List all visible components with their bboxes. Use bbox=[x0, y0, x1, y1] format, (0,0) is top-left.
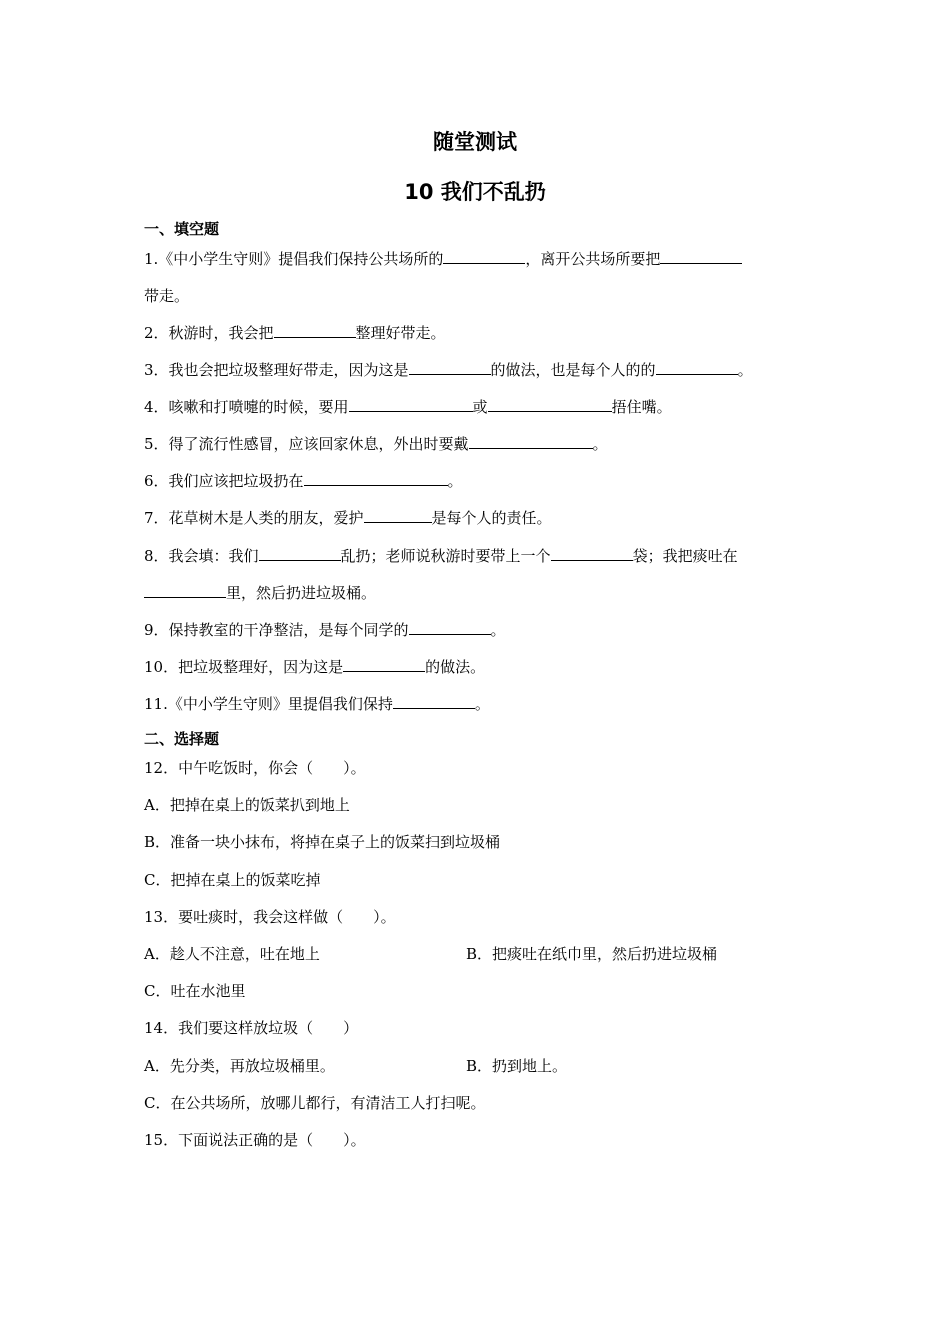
q2-text-a: 2．秋游时，我会把 bbox=[144, 324, 274, 342]
answer-blank[interactable] bbox=[409, 620, 491, 635]
answer-blank[interactable] bbox=[488, 397, 612, 412]
answer-blank[interactable] bbox=[259, 546, 341, 561]
answer-blank[interactable] bbox=[551, 546, 633, 561]
section-fill-blank: 一、填空题 bbox=[144, 220, 220, 238]
q8-text-c: 袋；我把痰吐在 bbox=[632, 547, 738, 565]
q13-option-a[interactable]: A．趁人不注意，吐在地上 bbox=[144, 945, 320, 963]
question-6 bbox=[144, 471, 463, 491]
q4-text-c: 捂住嘴。 bbox=[611, 398, 672, 416]
question-2 bbox=[144, 323, 446, 343]
answer-blank[interactable] bbox=[304, 471, 448, 486]
q10-text-a: 10．把垃圾整理好，因为这是 bbox=[144, 658, 344, 676]
question-1-cont: 带走。 bbox=[144, 287, 190, 305]
answer-blank[interactable] bbox=[274, 323, 356, 338]
q7-text-b: 是每个人的责任。 bbox=[431, 509, 552, 527]
q12-option-c[interactable]: C．把掉在桌上的饭菜吃掉 bbox=[144, 871, 321, 889]
q12-option-b[interactable]: B．准备一块小抹布，将掉在桌子上的饭菜扫到垃圾桶 bbox=[144, 833, 501, 851]
q10-text-b: 的做法。 bbox=[425, 658, 486, 676]
answer-blank[interactable] bbox=[343, 657, 425, 672]
q14-option-a[interactable]: A．先分类，再放垃圾桶里。 bbox=[144, 1057, 335, 1075]
q14-option-c[interactable]: C．在公共场所，放哪儿都行，有清洁工人打扫呢。 bbox=[144, 1094, 486, 1112]
q6-text-b: 。 bbox=[447, 472, 463, 490]
lesson-title: 10 我们不乱扔 bbox=[404, 180, 546, 204]
q8-text-d: 里，然后扔进垃圾桶。 bbox=[226, 584, 377, 602]
q3-text-b: 的做法，也是每个人的的 bbox=[490, 361, 656, 379]
q4-text-b: 或 bbox=[472, 398, 488, 416]
question-15: 15．下面说法正确的是（ ）。 bbox=[144, 1131, 366, 1149]
q3-text-a: 3．我也会把垃圾整理好带走，因为这是 bbox=[144, 361, 409, 379]
q1-text-b: ，离开公共场所要把 bbox=[525, 250, 661, 268]
q5-text-b: 。 bbox=[592, 435, 608, 453]
question-8-cont bbox=[144, 583, 376, 603]
q9-text-b: 。 bbox=[490, 621, 506, 639]
question-1 bbox=[144, 249, 742, 269]
question-11 bbox=[144, 694, 490, 714]
q3-text-c: 。 bbox=[737, 361, 753, 379]
answer-blank[interactable] bbox=[656, 360, 738, 375]
page-title: 随堂测试 bbox=[433, 130, 517, 154]
answer-blank[interactable] bbox=[409, 360, 491, 375]
q8-text-a: 8．我会填：我们 bbox=[144, 547, 259, 565]
q9-text-a: 9．保持教室的干净整洁，是每个同学的 bbox=[144, 621, 409, 639]
answer-blank[interactable] bbox=[469, 434, 593, 449]
q13-option-c[interactable]: C．吐在水池里 bbox=[144, 982, 246, 1000]
answer-blank[interactable] bbox=[349, 397, 473, 412]
question-13: 13．要吐痰时，我会这样做（ ）。 bbox=[144, 908, 396, 926]
q12-option-a[interactable]: A．把掉在桌上的饭菜扒到地上 bbox=[144, 796, 350, 814]
question-8 bbox=[144, 546, 738, 566]
q8-text-b: 乱扔；老师说秋游时要带上一个 bbox=[340, 547, 551, 565]
question-14: 14．我们要这样放垃圾（ ） bbox=[144, 1019, 359, 1037]
question-12: 12．中午吃饭时，你会（ ）。 bbox=[144, 759, 366, 777]
q4-text-a: 4．咳嗽和打喷嚏的时候，要用 bbox=[144, 398, 349, 416]
answer-blank[interactable] bbox=[144, 583, 226, 598]
q5-text-a: 5．得了流行性感冒，应该回家休息，外出时要戴 bbox=[144, 435, 469, 453]
q11-text-b: 。 bbox=[474, 695, 490, 713]
q13-option-b[interactable]: B．把痰吐在纸巾里，然后扔进垃圾桶 bbox=[466, 945, 718, 963]
answer-blank[interactable] bbox=[393, 694, 475, 709]
q2-text-b: 整理好带走。 bbox=[355, 324, 446, 342]
answer-blank[interactable] bbox=[364, 508, 432, 523]
question-7 bbox=[144, 508, 552, 528]
q11-text-a: 11.《中小学生守则》里提倡我们保持 bbox=[144, 695, 393, 713]
question-3 bbox=[144, 360, 753, 380]
q1-text-a: 1.《中小学生守则》提倡我们保持公共场所的 bbox=[144, 250, 444, 268]
question-4 bbox=[144, 397, 672, 417]
question-9 bbox=[144, 620, 506, 640]
question-5 bbox=[144, 434, 608, 454]
section-multiple-choice: 二、选择题 bbox=[144, 730, 220, 748]
answer-blank[interactable] bbox=[443, 249, 525, 264]
q7-text-a: 7．花草树木是人类的朋友，爱护 bbox=[144, 509, 364, 527]
q6-text-a: 6．我们应该把垃圾扔在 bbox=[144, 472, 304, 490]
answer-blank[interactable] bbox=[660, 249, 742, 264]
question-10 bbox=[144, 657, 485, 677]
q14-option-b[interactable]: B．扔到地上。 bbox=[466, 1057, 568, 1075]
